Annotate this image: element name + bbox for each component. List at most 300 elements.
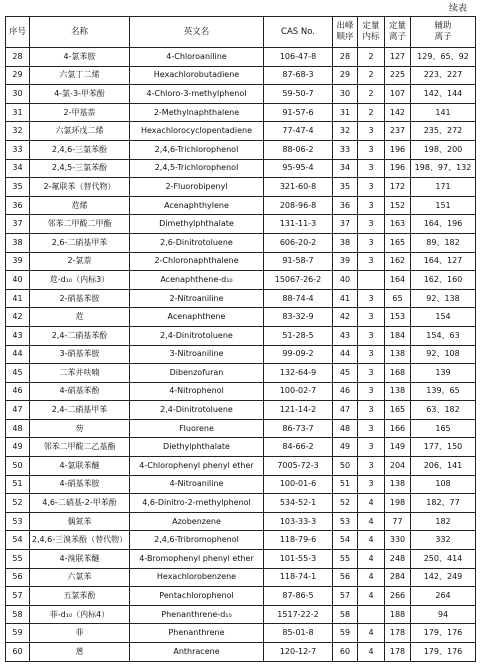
table-row [6, 178, 476, 197]
cell-cas: 85-01-8 [264, 624, 333, 643]
cell-aux-ion: 171 [411, 178, 476, 197]
cell-quant-is [358, 605, 385, 624]
cell-name: 六氯丁二烯 [30, 66, 130, 85]
cell-english: 4,6-Dinitro-2-methylphenol [130, 494, 264, 513]
cell-name: 苊 [30, 308, 130, 327]
header-aux-ion-line2: 离子 [434, 32, 452, 42]
table-row [6, 196, 476, 215]
cell-quant-ion: 196 [385, 140, 411, 159]
cell-peak-order: 59 [333, 624, 358, 643]
table-row [6, 419, 476, 438]
cell-english: Anthracene [130, 643, 264, 662]
cell-aux-ion: 250、414 [411, 550, 476, 569]
cell-quant-ion: 196 [385, 159, 411, 178]
cell-quant-is: 3 [358, 140, 385, 159]
cell-name: 4-氯联苯醚 [30, 457, 130, 476]
cell-english: 2-Nitroaniline [130, 289, 264, 308]
cell-no: 39 [6, 252, 30, 271]
cell-no: 44 [6, 345, 30, 364]
cell-name: 4-硝基苯胺 [30, 475, 130, 494]
cell-no: 46 [6, 382, 30, 401]
cell-peak-order: 41 [333, 289, 358, 308]
table-row [6, 252, 476, 271]
cell-aux-ion: 154 [411, 308, 476, 327]
cell-peak-order: 48 [333, 419, 358, 438]
cell-aux-ion: 206、141 [411, 457, 476, 476]
cell-aux-ion: 151 [411, 196, 476, 215]
cell-english: 2,6-Dinitrotoluene [130, 233, 264, 252]
header-peak-order-line1: 出峰 [336, 21, 354, 31]
table-row [6, 587, 476, 606]
cell-no: 57 [6, 587, 30, 606]
cell-english: Acenaphthene-d₁₀ [130, 271, 264, 290]
cell-peak-order: 58 [333, 605, 358, 624]
header-quant-ion [385, 17, 411, 48]
cell-aux-ion: 179、176 [411, 624, 476, 643]
cell-quant-is: 4 [358, 550, 385, 569]
cell-no: 32 [6, 122, 30, 141]
cell-quant-is: 3 [358, 364, 385, 383]
cell-cas: 7005-72-3 [264, 457, 333, 476]
cell-peak-order: 36 [333, 196, 358, 215]
cell-quant-ion: 127 [385, 48, 411, 67]
cell-no: 28 [6, 48, 30, 67]
cell-quant-ion: 172 [385, 178, 411, 197]
cell-quant-ion: 225 [385, 66, 411, 85]
cell-aux-ion: 94 [411, 605, 476, 624]
cell-name: 4-氯苯胺 [30, 48, 130, 67]
cell-quant-is: 3 [358, 122, 385, 141]
cell-cas: 120-12-7 [264, 643, 333, 662]
table-row [6, 401, 476, 420]
continued-label: 续表 [448, 4, 467, 14]
cell-english: 2-Fluorobipenyl [130, 178, 264, 197]
cell-no: 29 [6, 66, 30, 85]
cell-quant-is: 3 [358, 196, 385, 215]
cell-cas: 15067-26-2 [264, 271, 333, 290]
table-row [6, 643, 476, 662]
cell-quant-ion: 198 [385, 494, 411, 513]
cell-aux-ion: 142、144 [411, 85, 476, 104]
cell-name: 菲 [30, 624, 130, 643]
cell-name: 4-硝基苯酚 [30, 382, 130, 401]
table-row [6, 215, 476, 234]
header-peak-order [333, 17, 358, 48]
cell-english: 4-Chlorophenyl phenyl ether [130, 457, 264, 476]
cell-no: 36 [6, 196, 30, 215]
table-row [6, 550, 476, 569]
cell-aux-ion: 141 [411, 103, 476, 122]
cell-english: 2-Chloronaphthalene [130, 252, 264, 271]
cell-name: 2-氟联苯（替代物） [30, 178, 130, 197]
cell-peak-order: 52 [333, 494, 358, 513]
cell-peak-order: 47 [333, 401, 358, 420]
cell-quant-ion: 77 [385, 512, 411, 531]
cell-peak-order: 34 [333, 159, 358, 178]
cell-cas: 132-64-9 [264, 364, 333, 383]
cell-english: Azobenzene [130, 512, 264, 531]
cell-quant-is: 2 [358, 85, 385, 104]
cell-peak-order: 30 [333, 85, 358, 104]
cell-cas: 88-06-2 [264, 140, 333, 159]
cell-english: Fluorene [130, 419, 264, 438]
cell-peak-order: 56 [333, 568, 358, 587]
cell-aux-ion: 182、77 [411, 494, 476, 513]
cell-quant-ion: 166 [385, 419, 411, 438]
cell-quant-ion: 165 [385, 401, 411, 420]
cell-aux-ion: 92、108 [411, 345, 476, 364]
table-body [6, 48, 476, 662]
cell-peak-order: 50 [333, 457, 358, 476]
cell-english: Acenaphthylene [130, 196, 264, 215]
cell-aux-ion: 164、196 [411, 215, 476, 234]
table-row [6, 233, 476, 252]
cell-no: 49 [6, 438, 30, 457]
cell-cas: 121-14-2 [264, 401, 333, 420]
cell-no: 42 [6, 308, 30, 327]
cell-english: Phenanthrene [130, 624, 264, 643]
cell-cas: 51-28-5 [264, 326, 333, 345]
cell-name: 2-氯萘 [30, 252, 130, 271]
cell-no: 47 [6, 401, 30, 420]
cell-cas: 118-79-6 [264, 531, 333, 550]
cell-quant-ion: 330 [385, 531, 411, 550]
cell-no: 41 [6, 289, 30, 308]
cell-peak-order: 28 [333, 48, 358, 67]
cell-cas: 99-09-2 [264, 345, 333, 364]
table-row [6, 624, 476, 643]
cell-cas: 87-68-3 [264, 66, 333, 85]
cell-quant-is: 3 [358, 178, 385, 197]
cell-quant-ion: 65 [385, 289, 411, 308]
cell-english: 4-Chloro-3-methylphenol [130, 85, 264, 104]
cell-name: 4,6-二硝基-2-甲苯酚 [30, 494, 130, 513]
cell-no: 58 [6, 605, 30, 624]
cell-english: 4-Nitroaniline [130, 475, 264, 494]
cell-quant-is: 2 [358, 48, 385, 67]
table-row [6, 531, 476, 550]
cell-cas: 321-60-8 [264, 178, 333, 197]
cell-no: 50 [6, 457, 30, 476]
cell-aux-ion: 235、272 [411, 122, 476, 141]
cell-quant-is: 3 [358, 252, 385, 271]
cell-cas: 118-74-1 [264, 568, 333, 587]
table-row [6, 494, 476, 513]
cell-peak-order: 29 [333, 66, 358, 85]
cell-quant-is: 3 [358, 308, 385, 327]
cell-cas: 100-01-6 [264, 475, 333, 494]
cell-english: Diethylphthalate [130, 438, 264, 457]
table-row [6, 512, 476, 531]
cell-peak-order: 42 [333, 308, 358, 327]
cell-cas: 100-02-7 [264, 382, 333, 401]
cell-peak-order: 53 [333, 512, 358, 531]
cell-cas: 84-66-2 [264, 438, 333, 457]
cell-cas: 91-58-7 [264, 252, 333, 271]
cell-quant-ion: 164 [385, 271, 411, 290]
cell-aux-ion: 108 [411, 475, 476, 494]
cell-name: 4-溴联苯醚 [30, 550, 130, 569]
cell-english: 2,4,6-Trichlorophenol [130, 140, 264, 159]
cell-quant-is: 4 [358, 494, 385, 513]
table-row [6, 140, 476, 159]
cell-no: 31 [6, 103, 30, 122]
cell-peak-order: 44 [333, 345, 358, 364]
cell-peak-order: 32 [333, 122, 358, 141]
cell-english: 4-Bromophenyl phenyl ether [130, 550, 264, 569]
cell-english: 2,4,6-Tribromophenol [130, 531, 264, 550]
cell-quant-ion: 162 [385, 252, 411, 271]
cell-name: 六氯苯 [30, 568, 130, 587]
cell-quant-ion: 165 [385, 233, 411, 252]
cell-peak-order: 54 [333, 531, 358, 550]
table-row [6, 364, 476, 383]
cell-aux-ion: 177、150 [411, 438, 476, 457]
cell-no: 33 [6, 140, 30, 159]
cell-no: 40 [6, 271, 30, 290]
header-aux-ion-line1: 辅助 [434, 21, 452, 31]
cell-peak-order: 60 [333, 643, 358, 662]
cell-english: 2,4,5-Trichlorophenol [130, 159, 264, 178]
table-row [6, 345, 476, 364]
cell-name: 苊-d₁₀（内标3） [30, 271, 130, 290]
cell-name: 2,4-二硝基甲苯 [30, 401, 130, 420]
cell-peak-order: 46 [333, 382, 358, 401]
header-quant-is-line1: 定量 [362, 21, 380, 31]
header-no: 序号 [6, 17, 30, 48]
header-quant-is [358, 17, 385, 48]
header-quant-ion-line2: 离子 [388, 32, 406, 42]
cell-quant-ion: 188 [385, 605, 411, 624]
cell-name: 菲-d₁₀（内标4） [30, 605, 130, 624]
cell-peak-order: 31 [333, 103, 358, 122]
table-row [6, 66, 476, 85]
cell-name: 邻苯二甲酸二甲酯 [30, 215, 130, 234]
cell-quant-ion: 248 [385, 550, 411, 569]
cell-quant-ion: 284 [385, 568, 411, 587]
cell-quant-is: 3 [358, 159, 385, 178]
cell-quant-ion: 163 [385, 215, 411, 234]
cell-quant-ion: 178 [385, 624, 411, 643]
cell-no: 38 [6, 233, 30, 252]
table-row [6, 568, 476, 587]
cell-quant-is: 3 [358, 326, 385, 345]
cell-quant-is: 3 [358, 289, 385, 308]
cell-aux-ion: 89、182 [411, 233, 476, 252]
cell-no: 30 [6, 85, 30, 104]
cell-quant-ion: 149 [385, 438, 411, 457]
cell-quant-is: 3 [358, 401, 385, 420]
cell-cas: 101-55-3 [264, 550, 333, 569]
table-row [6, 326, 476, 345]
table-row [6, 85, 476, 104]
header-english: 英文名 [130, 17, 264, 48]
cell-name: 五氯苯酚 [30, 587, 130, 606]
cell-quant-is: 4 [358, 643, 385, 662]
cell-peak-order: 45 [333, 364, 358, 383]
cell-quant-ion: 107 [385, 85, 411, 104]
cell-peak-order: 39 [333, 252, 358, 271]
cell-peak-order: 51 [333, 475, 358, 494]
table-row [6, 382, 476, 401]
cell-aux-ion: 139 [411, 364, 476, 383]
cell-name: 2,4,6-三溴苯酚（替代物） [30, 531, 130, 550]
cell-cas: 83-32-9 [264, 308, 333, 327]
cell-peak-order: 38 [333, 233, 358, 252]
cell-quant-ion: 142 [385, 103, 411, 122]
cell-cas: 91-57-6 [264, 103, 333, 122]
cell-name: 2,4,6-三氯苯酚 [30, 140, 130, 159]
table-row [6, 289, 476, 308]
cell-name: 偶氮苯 [30, 512, 130, 531]
cell-name: 3-硝基苯胺 [30, 345, 130, 364]
cell-name: 六氯环戊二烯 [30, 122, 130, 141]
header-quant-is-line2: 内标 [362, 32, 380, 42]
cell-quant-ion: 152 [385, 196, 411, 215]
cell-aux-ion: 198、97、132 [411, 159, 476, 178]
cell-name: 4-氯-3-甲苯酚 [30, 85, 130, 104]
header-name: 名称 [30, 17, 130, 48]
header-aux-ion [411, 17, 476, 48]
cell-english: Acenaphthene [130, 308, 264, 327]
cell-cas: 1517-22-2 [264, 605, 333, 624]
cell-peak-order: 33 [333, 140, 358, 159]
cell-quant-is: 3 [358, 419, 385, 438]
cell-english: 2,4-Dinitrotoluene [130, 401, 264, 420]
cell-no: 43 [6, 326, 30, 345]
cell-cas: 131-11-3 [264, 215, 333, 234]
cell-peak-order: 43 [333, 326, 358, 345]
table-row [6, 457, 476, 476]
cell-quant-is: 4 [358, 568, 385, 587]
cell-quant-ion: 138 [385, 382, 411, 401]
cell-cas: 95-95-4 [264, 159, 333, 178]
cell-cas: 106-47-8 [264, 48, 333, 67]
cell-cas: 208-96-8 [264, 196, 333, 215]
cell-aux-ion: 223、227 [411, 66, 476, 85]
cell-no: 51 [6, 475, 30, 494]
cell-name: 邻苯二甲酸二乙基酯 [30, 438, 130, 457]
cell-aux-ion: 264 [411, 587, 476, 606]
cell-quant-is: 2 [358, 103, 385, 122]
table-row [6, 122, 476, 141]
cell-peak-order: 40 [333, 271, 358, 290]
cell-quant-is: 3 [358, 475, 385, 494]
header-quant-ion-line1: 定量 [388, 21, 406, 31]
cell-cas: 606-20-2 [264, 233, 333, 252]
cell-no: 34 [6, 159, 30, 178]
cell-no: 48 [6, 419, 30, 438]
cell-quant-is: 3 [358, 438, 385, 457]
cell-quant-is: 3 [358, 215, 385, 234]
compound-table [5, 16, 476, 662]
cell-quant-is: 2 [358, 66, 385, 85]
cell-quant-is [358, 271, 385, 290]
cell-name: 2,4,5-三氯苯酚 [30, 159, 130, 178]
cell-english: Dibenzofuran [130, 364, 264, 383]
table-row [6, 271, 476, 290]
table-row [6, 605, 476, 624]
cell-aux-ion: 129、65、92 [411, 48, 476, 67]
cell-quant-is: 3 [358, 233, 385, 252]
cell-quant-ion: 138 [385, 345, 411, 364]
cell-quant-is: 4 [358, 512, 385, 531]
cell-quant-ion: 204 [385, 457, 411, 476]
cell-name: 2,6-二硝基甲苯 [30, 233, 130, 252]
table-row [6, 159, 476, 178]
cell-quant-is: 4 [358, 531, 385, 550]
cell-cas: 534-52-1 [264, 494, 333, 513]
cell-english: Hexachlorocyclopentadiene [130, 122, 264, 141]
cell-english: 4-Nitrophenol [130, 382, 264, 401]
cell-english: Hexachlorobenzene [130, 568, 264, 587]
cell-quant-is: 3 [358, 345, 385, 364]
cell-peak-order: 35 [333, 178, 358, 197]
table-header-row [6, 17, 476, 48]
cell-no: 54 [6, 531, 30, 550]
cell-name: 芴 [30, 419, 130, 438]
cell-quant-is: 3 [358, 457, 385, 476]
cell-quant-ion: 184 [385, 326, 411, 345]
cell-aux-ion: 164、127 [411, 252, 476, 271]
cell-english: 2-Methylnaphthalene [130, 103, 264, 122]
cell-quant-is: 4 [358, 587, 385, 606]
cell-no: 52 [6, 494, 30, 513]
cell-quant-ion: 178 [385, 643, 411, 662]
cell-english: 3-Nitroaniline [130, 345, 264, 364]
cell-aux-ion: 332 [411, 531, 476, 550]
cell-quant-ion: 153 [385, 308, 411, 327]
cell-aux-ion: 142、249 [411, 568, 476, 587]
cell-cas: 59-50-7 [264, 85, 333, 104]
cell-peak-order: 57 [333, 587, 358, 606]
cell-name: 2-甲基萘 [30, 103, 130, 122]
cell-english: Dimethylphthalate [130, 215, 264, 234]
cell-no: 55 [6, 550, 30, 569]
cell-no: 35 [6, 178, 30, 197]
cell-no: 45 [6, 364, 30, 383]
cell-quant-ion: 138 [385, 475, 411, 494]
cell-english: Phenanthrene-d₁₀ [130, 605, 264, 624]
cell-cas: 87-86-5 [264, 587, 333, 606]
cell-quant-is: 4 [358, 624, 385, 643]
cell-aux-ion: 162、160 [411, 271, 476, 290]
cell-name: 2-硝基苯胺 [30, 289, 130, 308]
table-row [6, 103, 476, 122]
cell-quant-is: 3 [358, 382, 385, 401]
cell-aux-ion: 182 [411, 512, 476, 531]
cell-peak-order: 55 [333, 550, 358, 569]
cell-english: 2,4-Dinitrotoluene [130, 326, 264, 345]
cell-peak-order: 37 [333, 215, 358, 234]
table-row [6, 438, 476, 457]
cell-name: 二苯并呋喃 [30, 364, 130, 383]
cell-aux-ion: 165 [411, 419, 476, 438]
header-peak-order-line2: 顺序 [336, 32, 354, 42]
cell-aux-ion: 63、182 [411, 401, 476, 420]
cell-peak-order: 49 [333, 438, 358, 457]
cell-quant-ion: 168 [385, 364, 411, 383]
cell-english: Pentachlorophenol [130, 587, 264, 606]
table-row [6, 475, 476, 494]
cell-cas: 77-47-4 [264, 122, 333, 141]
cell-name: 蒽 [30, 643, 130, 662]
cell-no: 60 [6, 643, 30, 662]
cell-no: 56 [6, 568, 30, 587]
cell-no: 59 [6, 624, 30, 643]
cell-cas: 86-73-7 [264, 419, 333, 438]
table-row [6, 308, 476, 327]
